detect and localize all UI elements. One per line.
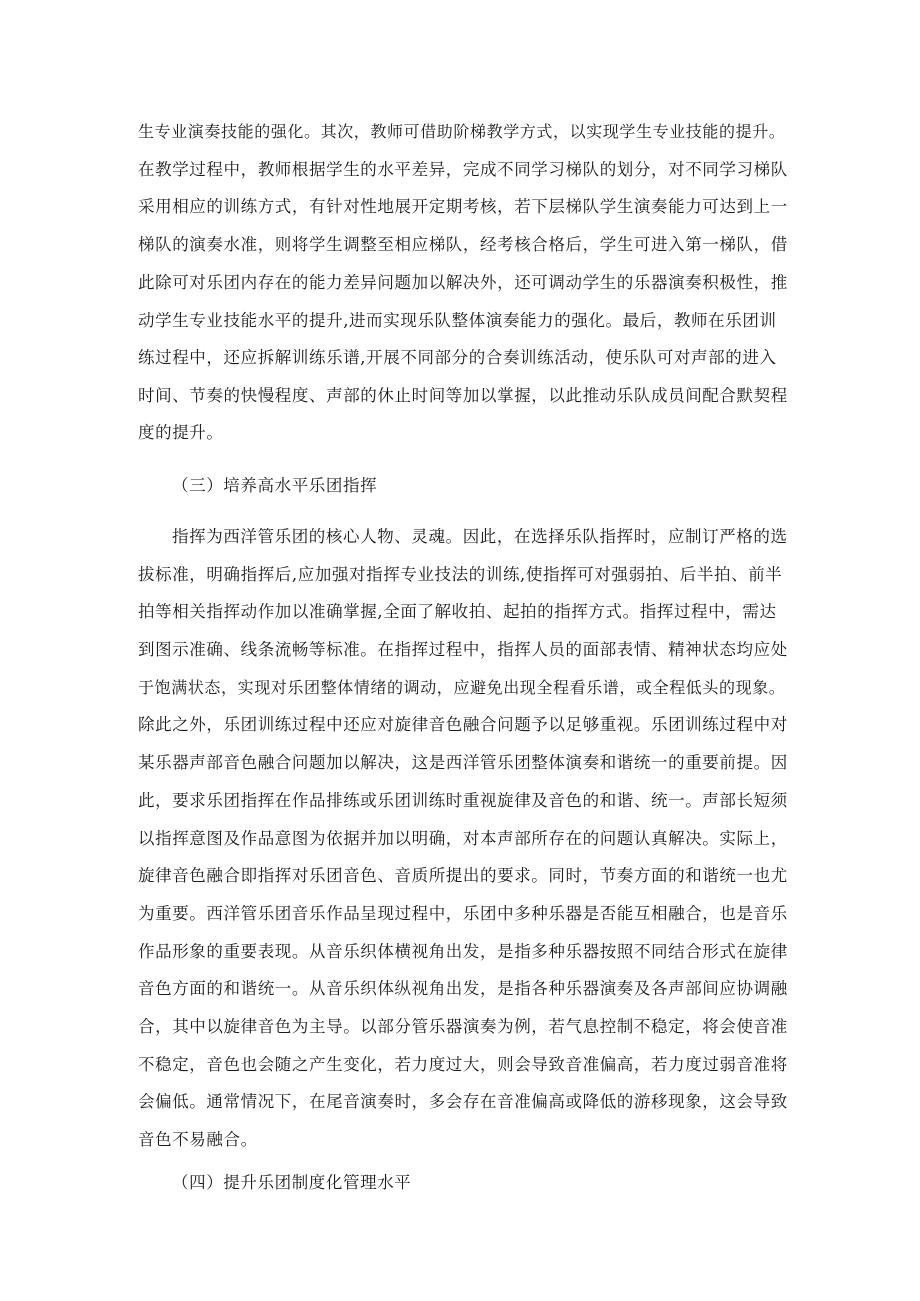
section-heading-4: （四）提升乐团制度化管理水平 bbox=[172, 1173, 412, 1192]
text-line: 动学生专业技能水平的提升,进而实现乐队整体演奏能力的强化。最后，教师在乐团训 bbox=[138, 311, 777, 330]
text-line: 采用相应的训练方式，有针对性地展开定期考核，若下层梯队学生演奏能力可达到上一 bbox=[138, 197, 788, 216]
text-line: 音色方面的和谐统一。从音乐织体纵视角出发，是指各种乐器演奏及各声部间应协调融 bbox=[138, 979, 788, 998]
text-line: 除此之外，乐团训练过程中还应对旋律音色融合问题予以足够重视。乐团训练过程中对 bbox=[138, 715, 788, 734]
text-line: 不稳定，音色也会随之产生变化，若力度过大，则会导致音准偏高，若力度过弱音准将 bbox=[138, 1055, 788, 1074]
text-line: 练过程中，还应拆解训练乐谱,开展不同部分的合奏训练活动，使乐队可对声部的进入 bbox=[138, 348, 777, 367]
text-line: 梯队的演奏水准，则将学生调整至相应梯队，经考核合格后，学生可进入第一梯队，借 bbox=[138, 235, 788, 254]
text-line: 度的提升。 bbox=[138, 423, 224, 442]
text-line: 某乐器声部音色融合问题加以解决，这是西洋管乐团整体演奏和谐统一的重要前提。因 bbox=[138, 753, 788, 772]
text-line: 为重要。西洋管乐团音乐作品呈现过程中，乐团中多种乐器是否能互相融合，也是音乐 bbox=[138, 904, 788, 923]
text-line: 指挥为西洋管乐团的核心人物、灵魂。因此，在选择乐队指挥时，应制订严格的选 bbox=[172, 527, 788, 546]
text-line: 到图示准确、线条流畅等标准。在指挥过程中，指挥人员的面部表情、精神状态均应处 bbox=[138, 640, 788, 659]
text-line: 时间、节奏的快慢程度、声部的休止时间等加以掌握，以此推动乐队成员间配合默契程 bbox=[138, 386, 788, 405]
text-line: 此，要求乐团指挥在作品排练或乐团训练时重视旋律及音色的和谐、统一。声部长短须 bbox=[138, 791, 788, 810]
text-line: 合，其中以旋律音色为主导。以部分管乐器演奏为例，若气息控制不稳定，将会使音准 bbox=[138, 1017, 788, 1036]
text-line: 会偏低。通常情况下，在尾音演奏时，多会存在音准偏高或降低的游移现象，这会导致 bbox=[138, 1092, 788, 1111]
text-line: 旋律音色融合即指挥对乐团音色、音质所提出的要求。同时，节奏方面的和谐统一也尤 bbox=[138, 866, 788, 885]
text-line: 生专业演奏技能的强化。其次，教师可借助阶梯教学方式，以实现学生专业技能的提升。 bbox=[138, 122, 786, 141]
text-line: 于饱满状态，实现对乐团整体情绪的调动，应避免出现全程看乐谱，或全程低头的现象。 bbox=[138, 678, 786, 697]
text-line: 作品形象的重要表现。从音乐织体横视角出发，是指多种乐器按照不同结合形式在旋律 bbox=[138, 942, 788, 961]
text-line: 音色不易融合。 bbox=[138, 1130, 258, 1149]
text-line: 在教学过程中，教师根据学生的水平差异，完成不同学习梯队的划分，对不同学习梯队 bbox=[138, 160, 788, 179]
text-line: 拔标准，明确指挥后,应加强对指挥专业技法的训练,使指挥可对强弱拍、后半拍、前半 bbox=[138, 565, 783, 584]
text-line: 拍等相关指挥动作加以准确掌握,全面了解收拍、起拍的指挥方式。指挥过程中，需达 bbox=[138, 602, 777, 621]
text-line: 此除可对乐团内存在的能力差异问题加以解决外，还可调动学生的乐器演奏积极性，推 bbox=[138, 273, 788, 292]
section-heading-3: （三）培养高水平乐团指挥 bbox=[172, 476, 378, 495]
text-line: 以指挥意图及作品意图为依据并加以明确，对本声部所存在的问题认真解决。实际上， bbox=[138, 829, 788, 848]
